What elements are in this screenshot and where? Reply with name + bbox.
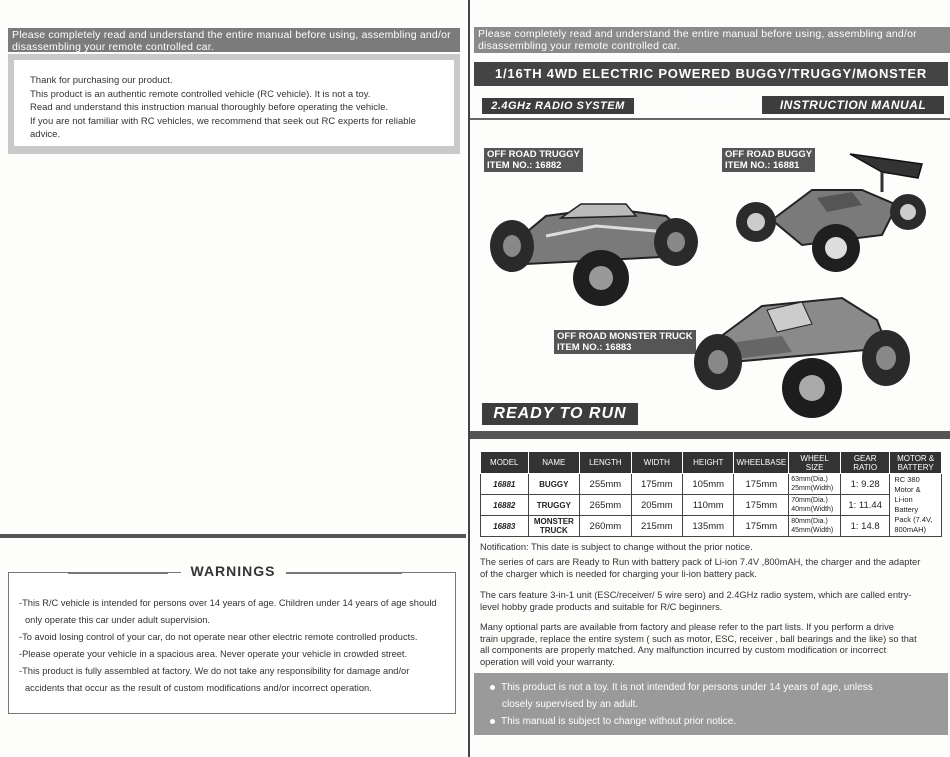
- cell-length: 260mm: [580, 516, 632, 537]
- left-banner-line2: disassembling your remote controlled car.: [12, 41, 214, 53]
- motor-line: Li-ion: [894, 495, 913, 504]
- bottom-notice-2-text: This manual is subject to change without prior notice.: [501, 716, 737, 727]
- para-line: The cars feature 3-in-1 unit (ESC/receiver/ 5 wire sero) and 2.4GHz radio system, which are called entry-: [480, 590, 912, 600]
- thanks-line: This product is an authentic remote controlled vehicle (RC vehicle). It is not a toy.: [30, 88, 371, 100]
- cell-model: 16883: [481, 516, 529, 537]
- buggy-label-line1: OFF ROAD BUGGY: [725, 149, 813, 160]
- paragraph-radio: [480, 590, 942, 613]
- bottom-notice-1-text: This product is not a toy. It is not intended for persons under 14 years of age, unless: [501, 682, 873, 693]
- instruction-manual-label: INSTRUCTION MANUAL: [762, 96, 944, 114]
- cell-model: 16882: [481, 495, 529, 516]
- para-line: Many optional parts are available from factory and please refer to the part lists. If you perform a drive: [480, 622, 894, 632]
- cell-wheel-size: [789, 474, 841, 495]
- table-row: [481, 516, 942, 537]
- cell-wheel-size: [789, 495, 841, 516]
- para-line: train upgrade, replace the entire system ( such as motor, ESC, receiver , ball bearings and the like) so that: [480, 633, 917, 644]
- motor-line: Battery: [894, 505, 919, 514]
- cell-length: 255mm: [580, 474, 632, 495]
- warning-line: -This product is fully assembled at factory. We do not take any responsibility for damage and/or: [19, 666, 410, 676]
- thanks-line: advice.: [30, 129, 61, 140]
- cell-wheel-size: [789, 516, 841, 537]
- bottom-notice-1: [490, 679, 948, 696]
- warnings-title-wrap: [0, 563, 466, 581]
- paragraph-warranty: [480, 622, 942, 668]
- cell-wheelbase: 175mm: [734, 474, 789, 495]
- thanks-line: Thank for purchasing our product.: [30, 75, 173, 86]
- bottom-notice-2: [490, 713, 948, 730]
- cell-width: 215mm: [631, 516, 682, 537]
- cell-width: 175mm: [631, 474, 682, 495]
- wheel-width: 45mm(Width): [791, 527, 834, 534]
- warning-line: accidents that occur as the result of custom modifications and/or incorrect operation.: [25, 683, 372, 693]
- warnings-title: WARNINGS: [181, 563, 286, 579]
- cell-height: 105mm: [683, 474, 734, 495]
- para-line: level hobby grade products and suitable for R/C beginners.: [480, 601, 723, 612]
- right-banner-line1: Please completely read and understand the entire manual before using, assembling and/or: [478, 28, 917, 40]
- thanks-line: Read and understand this instruction manual thoroughly before operating the vehicle.: [30, 102, 389, 113]
- col-motor-battery: MOTOR & BATTERY: [890, 452, 942, 474]
- wheel-dia: 70mm(Dia.): [791, 497, 828, 504]
- specs-header-row: [481, 452, 942, 474]
- buggy-label-line2: ITEM NO.: 16881: [725, 160, 800, 171]
- thanks-box: [14, 60, 454, 146]
- motor-line: RC 380: [894, 475, 920, 484]
- bullet-icon: [490, 719, 495, 724]
- cell-wheelbase: 175mm: [734, 495, 789, 516]
- col-length: LENGTH: [580, 452, 632, 474]
- header-separator: [470, 118, 950, 120]
- cell-height: 135mm: [683, 516, 734, 537]
- col-wheelbase: WHEELBASE: [734, 452, 789, 474]
- col-width: WIDTH: [631, 452, 682, 474]
- bottom-notice-box: [474, 673, 948, 735]
- cell-name: TRUGGY: [528, 495, 580, 516]
- bottom-notice-1-cont: closely supervised by an adult.: [502, 699, 639, 710]
- cell-gear: 1: 14.8: [841, 516, 890, 537]
- warning-line: only operate this car under adult supervision.: [25, 615, 211, 625]
- paragraph-battery: [480, 557, 942, 580]
- cell-gear: 1: 9.28: [841, 474, 890, 495]
- warning-line: -This R/C vehicle is intended for persons over 14 years of age. Children under 14 years of age should: [19, 598, 437, 608]
- cell-model: 16881: [481, 474, 529, 495]
- col-gear-ratio: GEAR RATIO: [841, 452, 890, 474]
- cell-height: 110mm: [683, 495, 734, 516]
- left-divider: [0, 534, 466, 538]
- motor-line: Motor &: [894, 485, 921, 494]
- table-row: [481, 474, 942, 495]
- specs-table: [480, 451, 942, 537]
- para-line: operation will void your warranty.: [480, 656, 615, 667]
- monster-truck-label-line1: OFF ROAD MONSTER TRUCK: [557, 331, 693, 342]
- wheel-dia: 80mm(Dia.): [791, 518, 828, 525]
- cell-length: 265mm: [580, 495, 632, 516]
- wheel-dia: 63mm(Dia.): [791, 476, 828, 483]
- product-title: 1/16TH 4WD ELECTRIC POWERED BUGGY/TRUGGY/MONSTER TRUCK: [474, 62, 948, 86]
- ready-separator: [470, 431, 950, 439]
- col-wheel-size: WHEEL SIZE: [789, 452, 841, 474]
- warning-line: -Please operate your vehicle in a spacious area. Never operate your vehicle in crowded street.: [19, 649, 408, 659]
- col-height: HEIGHT: [683, 452, 734, 474]
- left-page: [0, 0, 466, 757]
- wheel-width: 25mm(Width): [791, 485, 834, 492]
- thanks-line: If you are not familiar with RC vehicles, we recommend that seek out RC experts for reliable: [30, 115, 416, 127]
- buggy-image: [732, 150, 932, 278]
- monster-truck-image: [692, 292, 914, 422]
- bullet-icon: [490, 685, 495, 690]
- col-model: MODEL: [481, 452, 529, 474]
- left-banner-line1: Please completely read and understand the entire manual before using, assembling and/or: [12, 29, 451, 41]
- cell-name: MONSTER TRUCK: [528, 516, 580, 537]
- monster-truck-label-line2: ITEM NO.: 16883: [557, 342, 632, 353]
- col-name: NAME: [528, 452, 580, 474]
- warning-line: -To avoid losing control of your car, do not operate near other electric remote controlled products.: [19, 632, 418, 642]
- table-row: [481, 495, 942, 516]
- notification-text: Notification: This date is subject to change without the prior notice.: [480, 542, 753, 552]
- wheel-width: 40mm(Width): [791, 506, 834, 513]
- ready-to-run-label: READY TO RUN: [482, 403, 638, 425]
- para-line: of the charger which is needed for charging your li-ion battery pack.: [480, 568, 757, 579]
- truggy-image: [486, 186, 708, 308]
- thanks-panel: [8, 54, 460, 154]
- motor-line: 800mAH): [894, 525, 926, 534]
- motor-line: Pack (7.4V,: [894, 515, 933, 524]
- monster-truck-label: [554, 330, 696, 354]
- cell-wheelbase: 175mm: [734, 516, 789, 537]
- cell-name: BUGGY: [528, 474, 580, 495]
- cell-gear: 1: 11.44: [841, 495, 890, 516]
- right-page: [468, 0, 950, 757]
- radio-system-label: 2.4GHz RADIO SYSTEM: [482, 98, 634, 114]
- para-line: all components are properly matched. Any malfunction incurred by custom modification or incorrect: [480, 645, 887, 655]
- right-banner-line2: disassembling your remote controlled car.: [478, 40, 680, 52]
- right-read-banner: [474, 27, 950, 53]
- truggy-label: [484, 148, 583, 172]
- left-read-banner: [8, 28, 460, 52]
- cell-width: 205mm: [631, 495, 682, 516]
- warnings-box: [8, 572, 456, 714]
- para-line: The series of cars are Ready to Run with battery pack of Li-ion 7.4V ,800mAH, the charger and the adapter: [480, 557, 921, 567]
- truggy-label-line1: OFF ROAD TRUGGY: [487, 149, 580, 160]
- cell-motor-battery: [890, 474, 942, 537]
- truggy-label-line2: ITEM NO.: 16882: [487, 160, 562, 171]
